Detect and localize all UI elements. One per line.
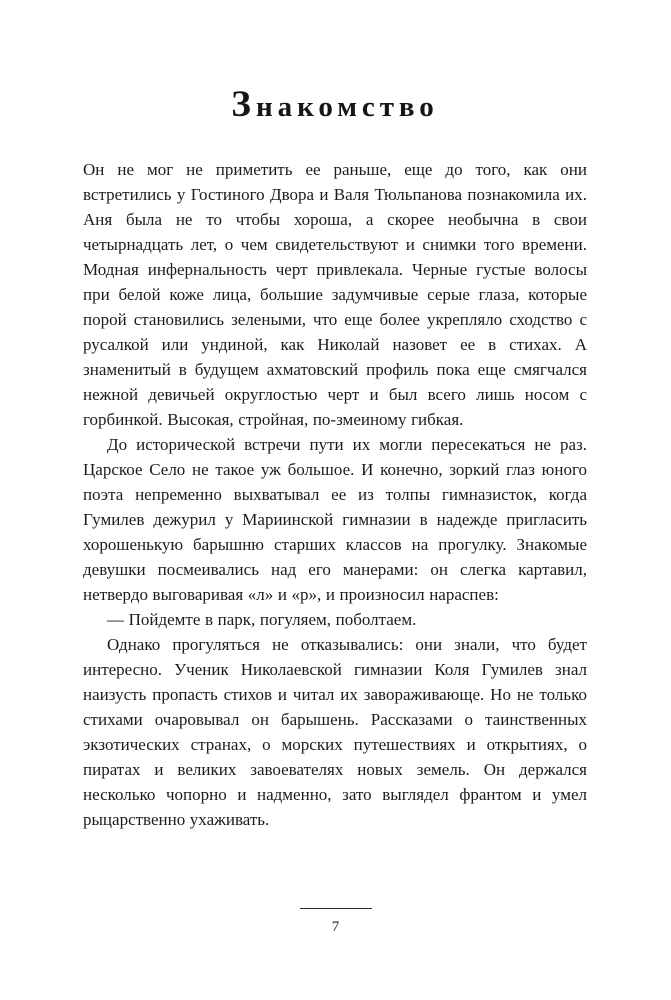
page-footer xyxy=(0,908,671,936)
paragraph-3-dialogue: — Пойдемте в парк, погуляем, поболтаем. xyxy=(107,610,417,630)
chapter-title: Знакомство xyxy=(231,84,439,125)
footer-rule xyxy=(300,908,372,909)
paragraph-2: До исторической встречи пути их могли пересекаться не раз. Царское Село не такое уж большое. И конечно, зоркий глаз юного поэта непременно выхватывал ее из толпы гимназисток, когда Гумилев дежурил у Мариинской гимназии в надежде пригласить хорошенькую барышню старших классов на прогулку. Знакомые девушки посмеивались над его манерами: он слегка картавил, нетвердо выговаривая «л» и «р», и произносил нараспев: xyxy=(83,435,587,605)
page-number: 7 xyxy=(331,919,340,935)
paragraph-4: Однако прогуляться не отказывались: они знали, что будет интересно. Ученик Николаевской гимназии Коля Гумилев знал наизусть пропасть стихов и читал их завораживающе. Но не только стихами очаровывал он барышень. Рассказами о таинственных экзотических странах, о морских путешествиях и открытиях, о пиратах и великих завоевателях новых земель. Он держался несколько чопорно и надменно, зато выглядел франтом и умел рыцарственно ухаживать. xyxy=(83,635,587,830)
paragraph-1: Он не мог не приметить ее раньше, еще до того, как они встретились у Гостиного Двора и Валя Тюльпанова познакомила их. Аня была не то чтобы хороша, а скорее необычна в свои четырнадцать лет, о чем свидетельствуют и снимки того времени. Модная инфернальность черт привлекала. Черные густые волосы при белой коже лица, большие задумчивые серые глаза, которые порой становились зелеными, что еще более укрепляло сходство с русалкой или ундиной, как Николай назовет ее в стихах. А знаменитый в будущем ахматовский профиль пока еще смягчался нежной девичьей округлостью черт и был всего лишь носом с горбинкой. Высокая, стройная, по-змеиному гибкая. xyxy=(83,160,587,430)
body-text xyxy=(83,157,587,832)
